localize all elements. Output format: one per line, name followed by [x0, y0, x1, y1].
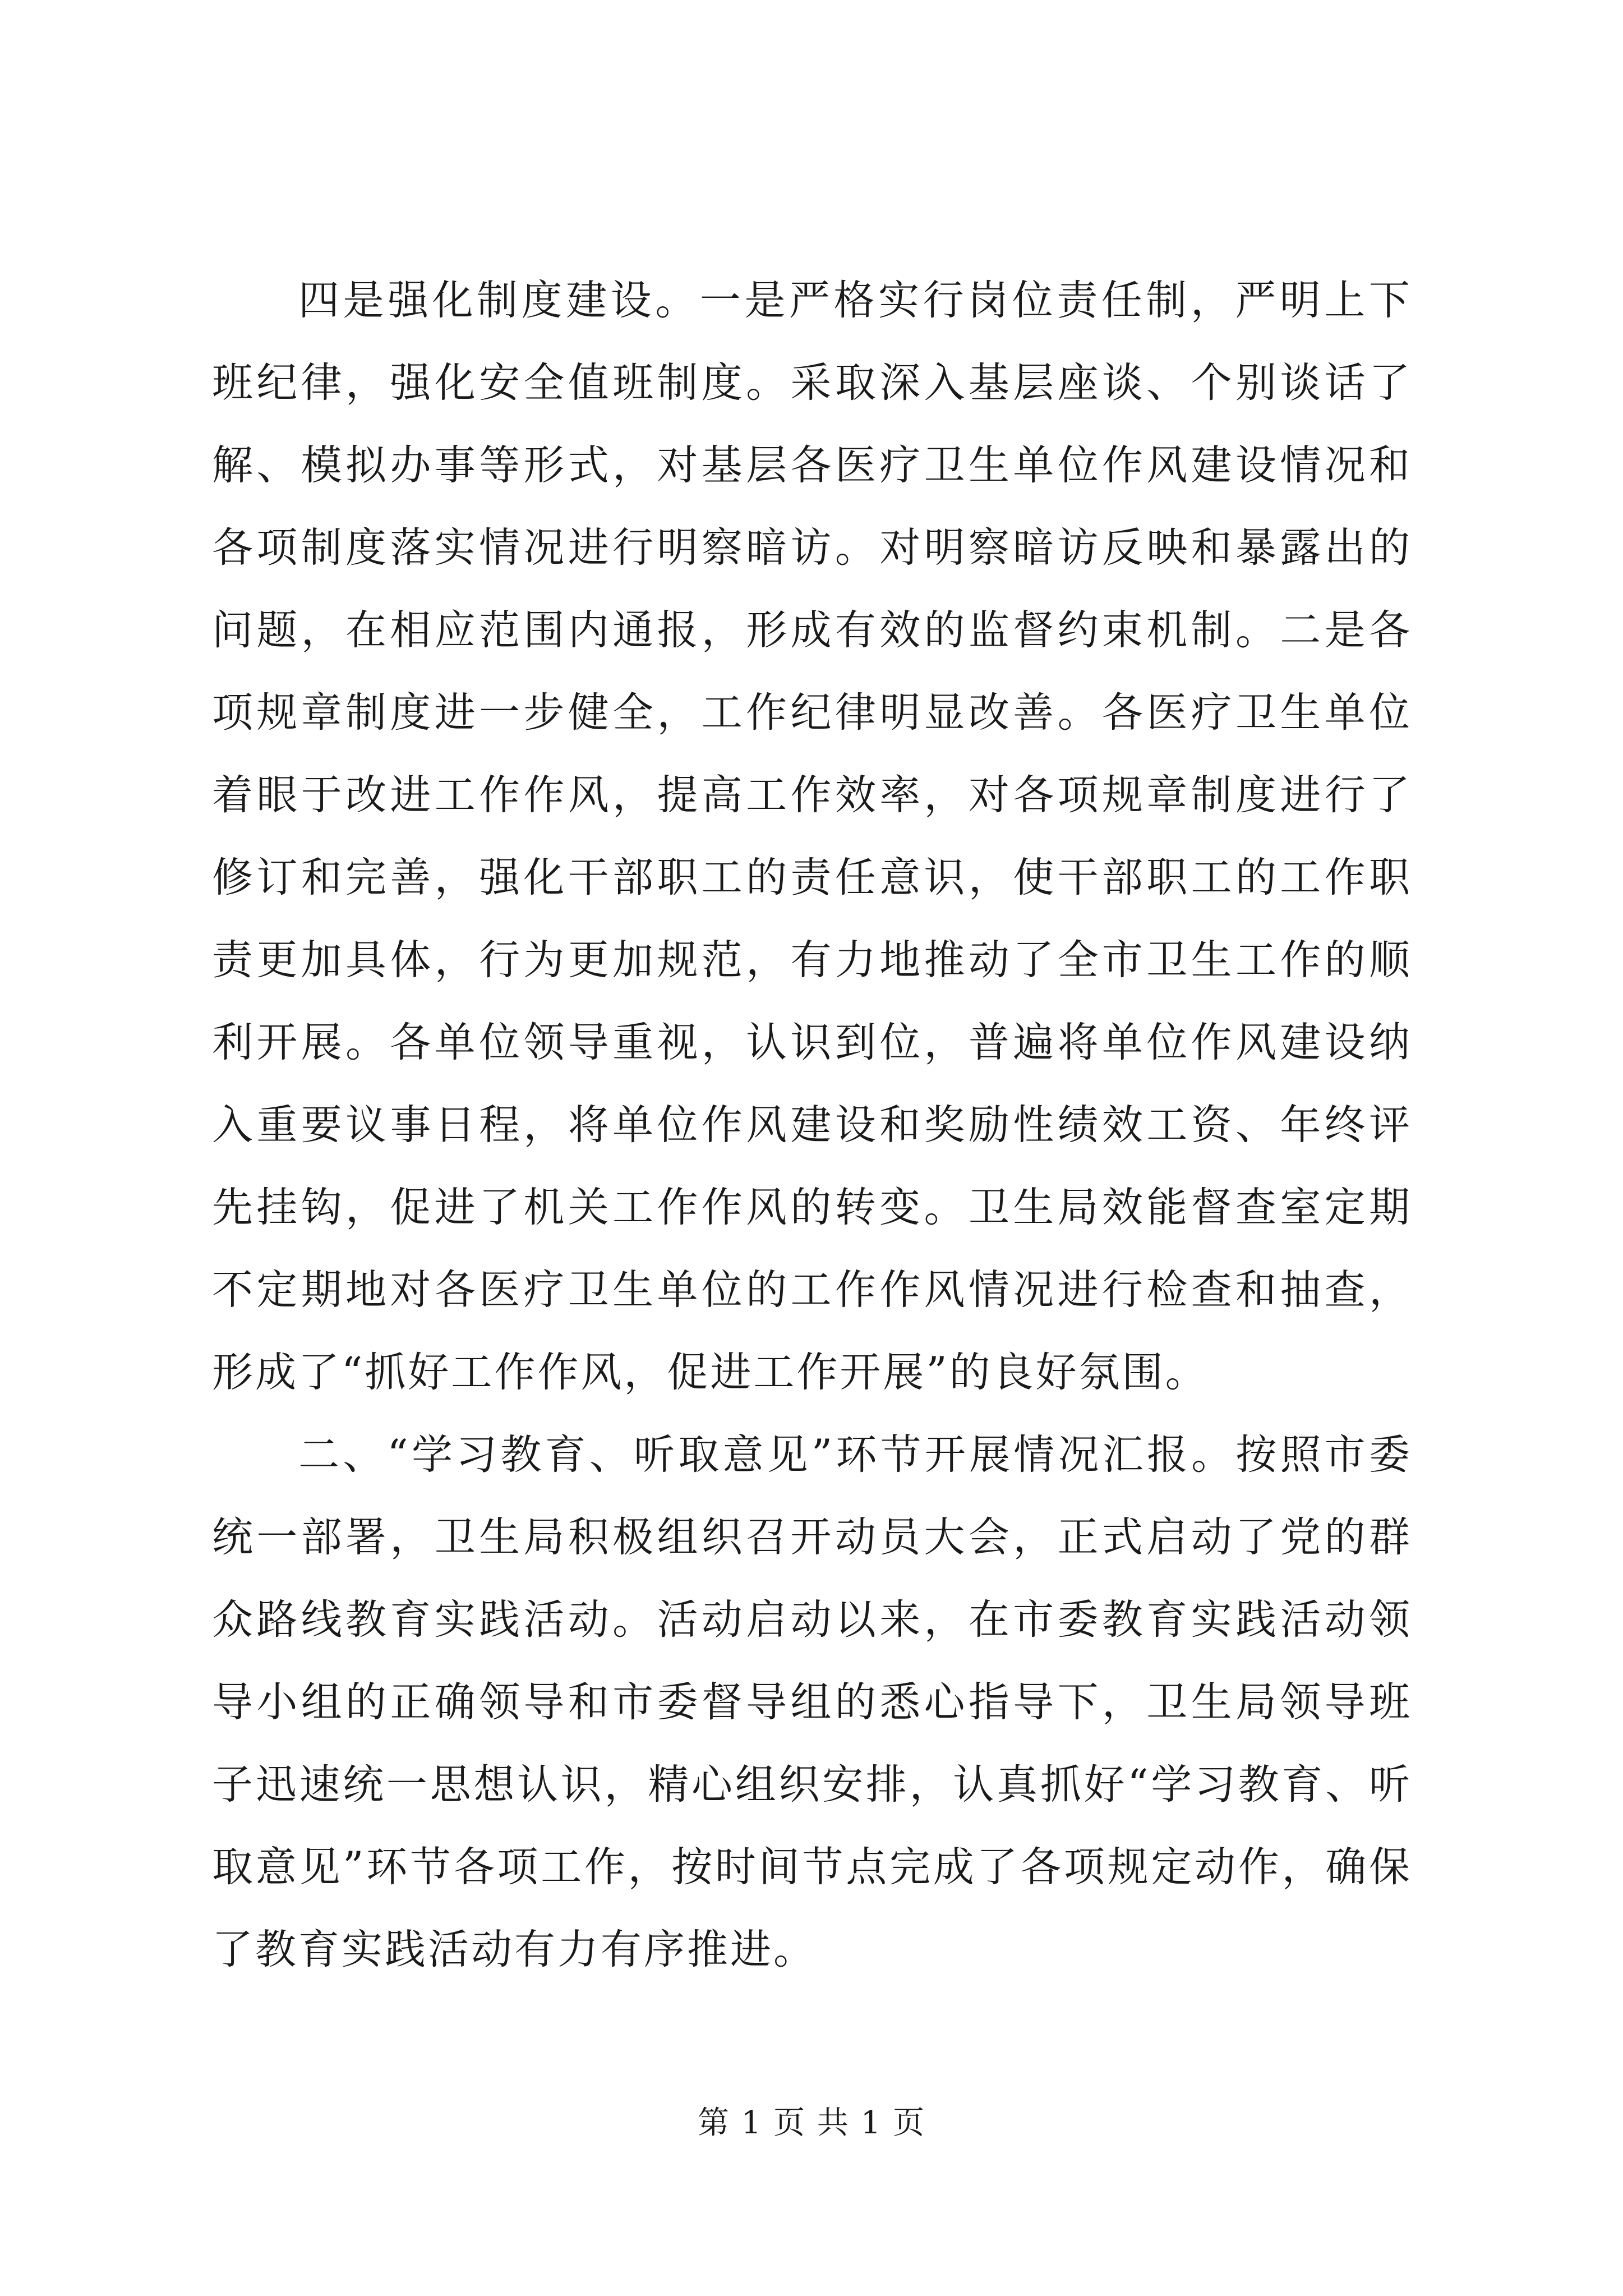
page-footer: 第 1 页 共 1 页	[697, 2105, 926, 2141]
paragraph-study-education-report: 二、“学习教育、听取意见”环节开展情况汇报。按照市委统一部署，卫生局积极组织召开动员大会，正式启动了党的群众路线教育实践活动。活动启动以来，在市委教育实践活动领导小组的正确领导和市委督导组的悉心指导下，卫生局领导班子迅速统一思想认识，精心组织安排，认真抓好“学习教育、听取意见”环节各项工作，按时间节点完成了各项规定动作，确保了教育实践活动有力有序推进。	[212, 1431, 1412, 1973]
paragraph-institution-building: 四是强化制度建设。一是严格实行岗位责任制，严明上下班纪律，强化安全值班制度。采取深入基层座谈、个别谈话了解、模拟办事等形式，对基层各医疗卫生单位作风建设情况和各项制度落实情况进行明察暗访。对明察暗访反映和暴露出的问题，在相应范围内通报，形成有效的监督约束机制。二是各项规章制度进一步健全，工作纪律明显改善。各医疗卫生单位着眼于改进工作作风，提高工作效率，对各项规章制度进行了修订和完善，强化干部职工的责任意识，使干部职工的工作职责更加具体，行为更加规范，有力地推动了全市卫生工作的顺利开展。各单位领导重视，认识到位，普遍将单位作风建设纳入重要议事日程，将单位作风建设和奖励性绩效工资、年终评先挂钩，促进了机关工作作风的转变。卫生局效能督查室定期不定期地对各医疗卫生单位的工作作风情况进行检查和抽查，形成了“抓好工作作风，促进工作开展”的良好氛围。	[212, 277, 1412, 1396]
document-body	[212, 259, 1412, 1991]
